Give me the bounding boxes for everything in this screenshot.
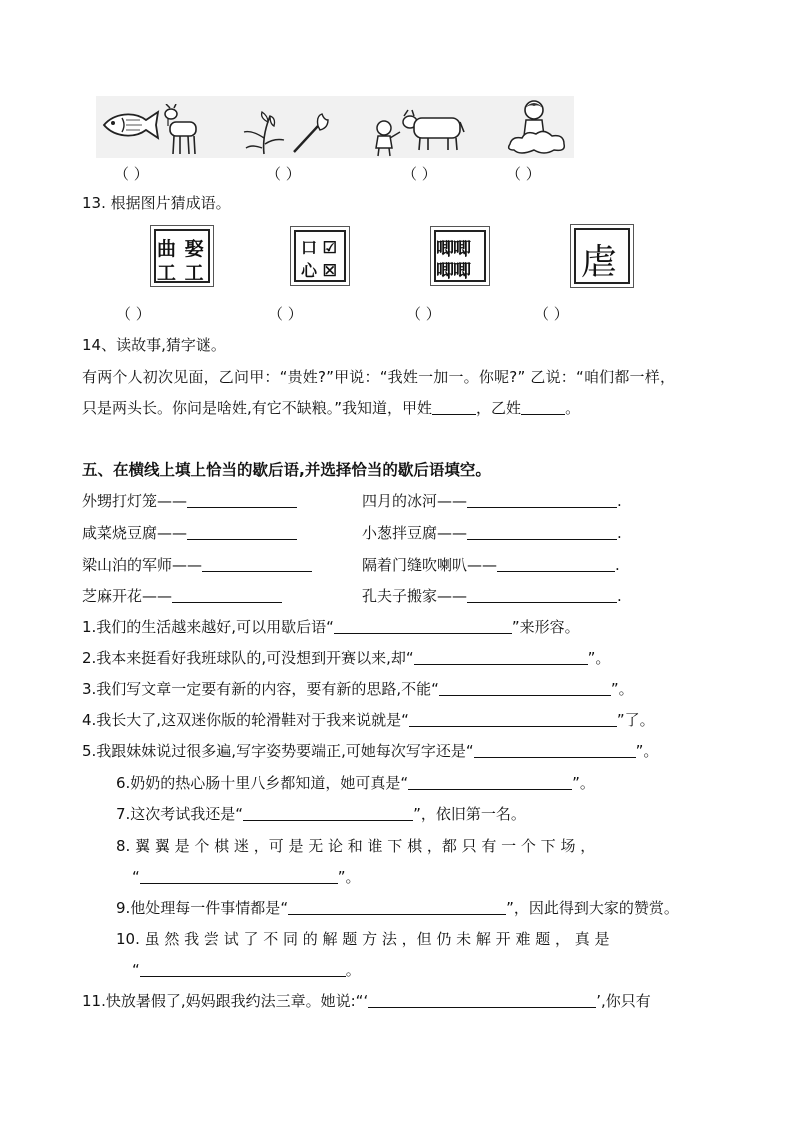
picture-answer-paren-3[interactable]: （ ） bbox=[402, 165, 437, 183]
q13-title: 13. 根据图片猜成语。 bbox=[82, 194, 231, 212]
sentence-2-a: 2.我本来挺看好我班球队的,可没想到开赛以来,却“ bbox=[82, 649, 414, 667]
sentence-5 bbox=[82, 741, 658, 761]
picture-answer-paren-4[interactable]: （ ） bbox=[506, 165, 541, 183]
sentence-4-a: 4.我长大了,这双迷你版的轮滑鞋对于我来说就是“ bbox=[82, 711, 409, 729]
sentence-1-b: ”来形容。 bbox=[511, 618, 580, 636]
idiom-box-1 bbox=[150, 225, 214, 287]
sentence-6 bbox=[116, 773, 595, 793]
sentence-10: 10. 虽 然 我 尝 试 了 不 同 的 解 题 方 法 ，但 仍 未 解 开 难 题 ， 真 是 bbox=[116, 930, 610, 948]
sentence-9-b: ”，因此得到大家的赞赏。 bbox=[506, 899, 679, 917]
sentence-11 bbox=[82, 991, 651, 1011]
xiehouyu-right-4 bbox=[362, 586, 622, 606]
sentence-1 bbox=[82, 617, 580, 637]
xiehouyu-right-1 bbox=[362, 491, 622, 511]
xiehouyu-left-3-blank[interactable] bbox=[202, 555, 312, 572]
sentence-10-end: 。 bbox=[345, 961, 361, 979]
xiehouyu-left-3-text: 梁山泊的军师—— bbox=[82, 556, 203, 574]
sentence-9-blank[interactable] bbox=[288, 898, 506, 915]
sentence-3-blank[interactable] bbox=[439, 679, 611, 696]
xiehouyu-left-4-blank[interactable] bbox=[172, 586, 282, 603]
sentence-4-blank[interactable] bbox=[409, 710, 617, 727]
sentence-9 bbox=[116, 898, 679, 918]
xiehouyu-right-1-dot: . bbox=[617, 492, 622, 510]
sentence-10-quote-open: “ bbox=[132, 961, 140, 979]
sentence-6-b: ”。 bbox=[572, 774, 595, 792]
idiom-box-2-line-1: 口 ☑ bbox=[301, 238, 337, 257]
xiehouyu-left-4-text: 芝麻开花—— bbox=[82, 587, 173, 605]
sentence-11-a: 11.快放暑假了,妈妈跟我约法三章。她说:“‘ bbox=[82, 992, 369, 1010]
sentence-2 bbox=[82, 648, 610, 668]
picture-answer-paren-1[interactable]: （ ） bbox=[114, 165, 149, 183]
sentence-8-quote-open: “ bbox=[132, 868, 140, 886]
sentence-8-quote-close: ”。 bbox=[337, 868, 361, 886]
xiehouyu-right-4-text: 孔夫子搬家—— bbox=[362, 587, 468, 605]
xiehouyu-left-1-blank[interactable] bbox=[187, 491, 297, 508]
xiehouyu-right-1-blank[interactable] bbox=[467, 491, 617, 508]
q14-title: 14、读故事,猜字谜。 bbox=[82, 336, 226, 354]
sentence-9-a: 9.他处理每一件事情都是“ bbox=[116, 899, 289, 917]
sentence-3-b: ”。 bbox=[610, 680, 634, 698]
sentence-11-b: ’,你只有 bbox=[596, 992, 651, 1010]
match-icon bbox=[290, 112, 330, 154]
sentence-4 bbox=[82, 710, 655, 730]
sentence-7 bbox=[116, 804, 526, 824]
sentence-3 bbox=[82, 679, 634, 699]
idiom-box-3 bbox=[430, 226, 490, 286]
idiom-box-2 bbox=[290, 226, 350, 286]
xiehouyu-right-3-dot: . bbox=[615, 556, 620, 574]
xiehouyu-left-2-text: 咸菜烧豆腐—— bbox=[82, 524, 188, 542]
sentence-1-a: 1.我们的生活越来越好,可以用歇后语“ bbox=[82, 618, 334, 636]
sentence-5-blank[interactable] bbox=[474, 741, 636, 758]
xiehouyu-right-2-dot: . bbox=[617, 524, 622, 542]
child-icon bbox=[370, 118, 402, 158]
sentence-10-blank[interactable] bbox=[140, 960, 346, 977]
xiehouyu-right-3-text: 隔着门缝吹喇叭—— bbox=[362, 556, 498, 574]
xiehouyu-left-2 bbox=[82, 523, 297, 543]
xiehouyu-left-2-blank[interactable] bbox=[187, 523, 297, 540]
xiehouyu-right-1-text: 四月的冰河—— bbox=[362, 492, 468, 510]
sentence-3-a: 3.我们写文章一定要有新的内容，要有新的思路,不能“ bbox=[82, 680, 439, 698]
sentence-2-blank[interactable] bbox=[414, 648, 588, 665]
sentence-8-blank[interactable] bbox=[140, 867, 338, 884]
q13-answer-paren-2[interactable]: （ ） bbox=[268, 305, 303, 323]
sentence-7-b: ”，依旧第一名。 bbox=[413, 805, 526, 823]
xiehouyu-left-3 bbox=[82, 555, 312, 575]
xiehouyu-right-2-blank[interactable] bbox=[467, 523, 617, 540]
xiehouyu-right-2-text: 小葱拌豆腐—— bbox=[362, 524, 468, 542]
idiom-box-3-line-1: 唧唧 bbox=[436, 239, 470, 260]
xiehouyu-left-1-text: 外甥打灯笼—— bbox=[82, 492, 188, 510]
idiom-box-4-char: 虐 bbox=[581, 242, 618, 283]
ox-icon bbox=[400, 108, 466, 152]
girl-on-cloud-icon bbox=[504, 98, 570, 156]
q14-line2-c: 。 bbox=[565, 399, 581, 417]
xiehouyu-right-3 bbox=[362, 555, 620, 575]
q14-story-line-2 bbox=[82, 398, 580, 418]
xiehouyu-left-4 bbox=[82, 586, 282, 606]
xiehouyu-left-1 bbox=[82, 491, 297, 511]
xiehouyu-right-2 bbox=[362, 523, 622, 543]
fish-icon bbox=[100, 108, 162, 142]
sentence-6-a: 6.奶奶的热心肠十里八乡都知道，她可真是“ bbox=[116, 774, 409, 792]
idiom-box-2-line-2: 心 ☒ bbox=[301, 261, 337, 280]
sentence-8-answer bbox=[132, 867, 361, 887]
q14-line2-b: ，乙姓 bbox=[476, 399, 522, 417]
sentence-5-a: 5.我跟妹妹说过很多遍,写字姿势要端正,可她每次写字还是“ bbox=[82, 742, 474, 760]
xiehouyu-right-4-blank[interactable] bbox=[467, 586, 617, 603]
sentence-7-blank[interactable] bbox=[243, 804, 413, 821]
wheat-icon bbox=[240, 108, 288, 156]
sentence-11-blank[interactable] bbox=[368, 991, 596, 1008]
q13-answer-paren-3[interactable]: （ ） bbox=[406, 305, 441, 323]
sentence-1-blank[interactable] bbox=[334, 617, 512, 634]
xiehouyu-right-4-dot: . bbox=[617, 587, 622, 605]
q14-blank-yi[interactable] bbox=[521, 398, 565, 415]
q13-answer-paren-4[interactable]: （ ） bbox=[534, 305, 569, 323]
xiehouyu-right-3-blank[interactable] bbox=[497, 555, 615, 572]
idiom-box-1-line-1: 曲 娶 bbox=[157, 238, 205, 260]
q14-blank-jia[interactable] bbox=[432, 398, 476, 415]
sentence-2-b: ”。 bbox=[587, 649, 611, 667]
q14-line2-a: 只是两头长。你问是啥姓,有它不缺粮。”我知道，甲姓 bbox=[82, 399, 433, 417]
section5-title: 五、在横线上填上恰当的歇后语,并选择恰当的歇后语填空。 bbox=[82, 461, 491, 479]
picture-answer-paren-2[interactable]: （ ） bbox=[266, 165, 301, 183]
sentence-7-a: 7.这次考试我还是“ bbox=[116, 805, 244, 823]
goat-icon bbox=[160, 104, 200, 158]
idiom-box-1-line-2: 工 工 bbox=[157, 262, 205, 284]
sentence-10-answer bbox=[132, 960, 361, 980]
q13-answer-paren-1[interactable]: （ ） bbox=[116, 305, 151, 323]
q14-story-line-1: 有两个人初次见面，乙问甲：“贵姓?”甲说：“我姓一加一。你呢?” 乙说：“咱们都一样， bbox=[82, 368, 676, 386]
sentence-5-b: ”。 bbox=[635, 742, 659, 760]
sentence-8: 8. 翼 翼 是 个 棋 迷 ，可 是 无 论 和 谁 下 棋 ，都 只 有 一 个 下 场 ， bbox=[116, 837, 596, 855]
sentence-4-b: ”了。 bbox=[616, 711, 655, 729]
idiom-box-4 bbox=[570, 224, 634, 288]
idiom-box-3-line-2: 唧唧 bbox=[436, 261, 470, 282]
sentence-6-blank[interactable] bbox=[408, 773, 572, 790]
